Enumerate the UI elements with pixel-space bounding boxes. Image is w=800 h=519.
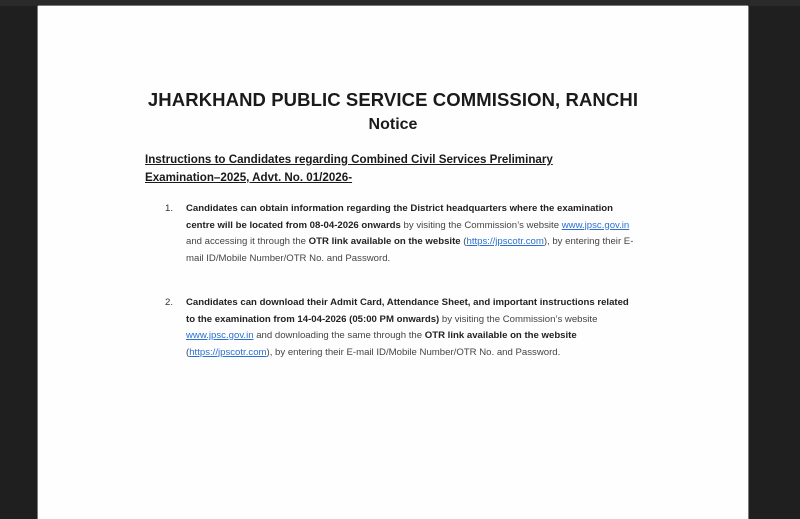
bold-text: OTR link available on the website	[424, 330, 577, 341]
otr-website-link[interactable]: https://jpscotr.com	[189, 346, 267, 358]
list-item	[165, 201, 635, 267]
notice-subtitle: Notice	[368, 116, 418, 133]
text: and downloading the same through the	[253, 330, 425, 341]
list-number: 2.	[165, 297, 174, 308]
bold-text: Candidates can download their Admit Card, Attendance Sheet, and important instructions related to the examination from 14-04-2026 (05:00 PM onwards)	[186, 297, 629, 325]
text: by visiting the Commission’s website	[439, 313, 598, 325]
page-title: JHARKHAND PUBLIC SERVICE COMMISSION, RANCHI	[147, 89, 639, 110]
jpsc-website-link[interactable]: www.jpsc.gov.in	[186, 330, 254, 341]
otr-website-link[interactable]: https://jpscotr.com	[466, 236, 544, 247]
list-number: 1.	[165, 203, 174, 214]
list-item	[165, 295, 635, 361]
text: and accessing it through the	[186, 236, 309, 247]
document-page	[38, 6, 748, 519]
text: by visiting the Commission’s website	[400, 219, 562, 231]
text: (	[186, 346, 190, 358]
bold-text: Candidates can obtain information regarding the District headquarters where the examination centre will be located from 08-04-2026 onwards	[186, 203, 614, 231]
text: ), by entering their E-mail ID/Mobile Number/OTR No. and Password.	[266, 346, 561, 358]
notice-heading: Instructions to Candidates regarding Combined Civil Services Preliminary Examination–2025, Advt. No. 01/2026-	[145, 153, 553, 184]
list-item-body	[186, 295, 635, 361]
text: ), by entering their E-mail ID/Mobile Number/OTR No. and Password.	[186, 236, 634, 264]
jpsc-website-link[interactable]: www.jpsc.gov.in	[561, 219, 630, 231]
list-item-body	[186, 201, 635, 267]
text: (	[460, 236, 467, 247]
bold-text: OTR link available on the website	[308, 236, 461, 247]
